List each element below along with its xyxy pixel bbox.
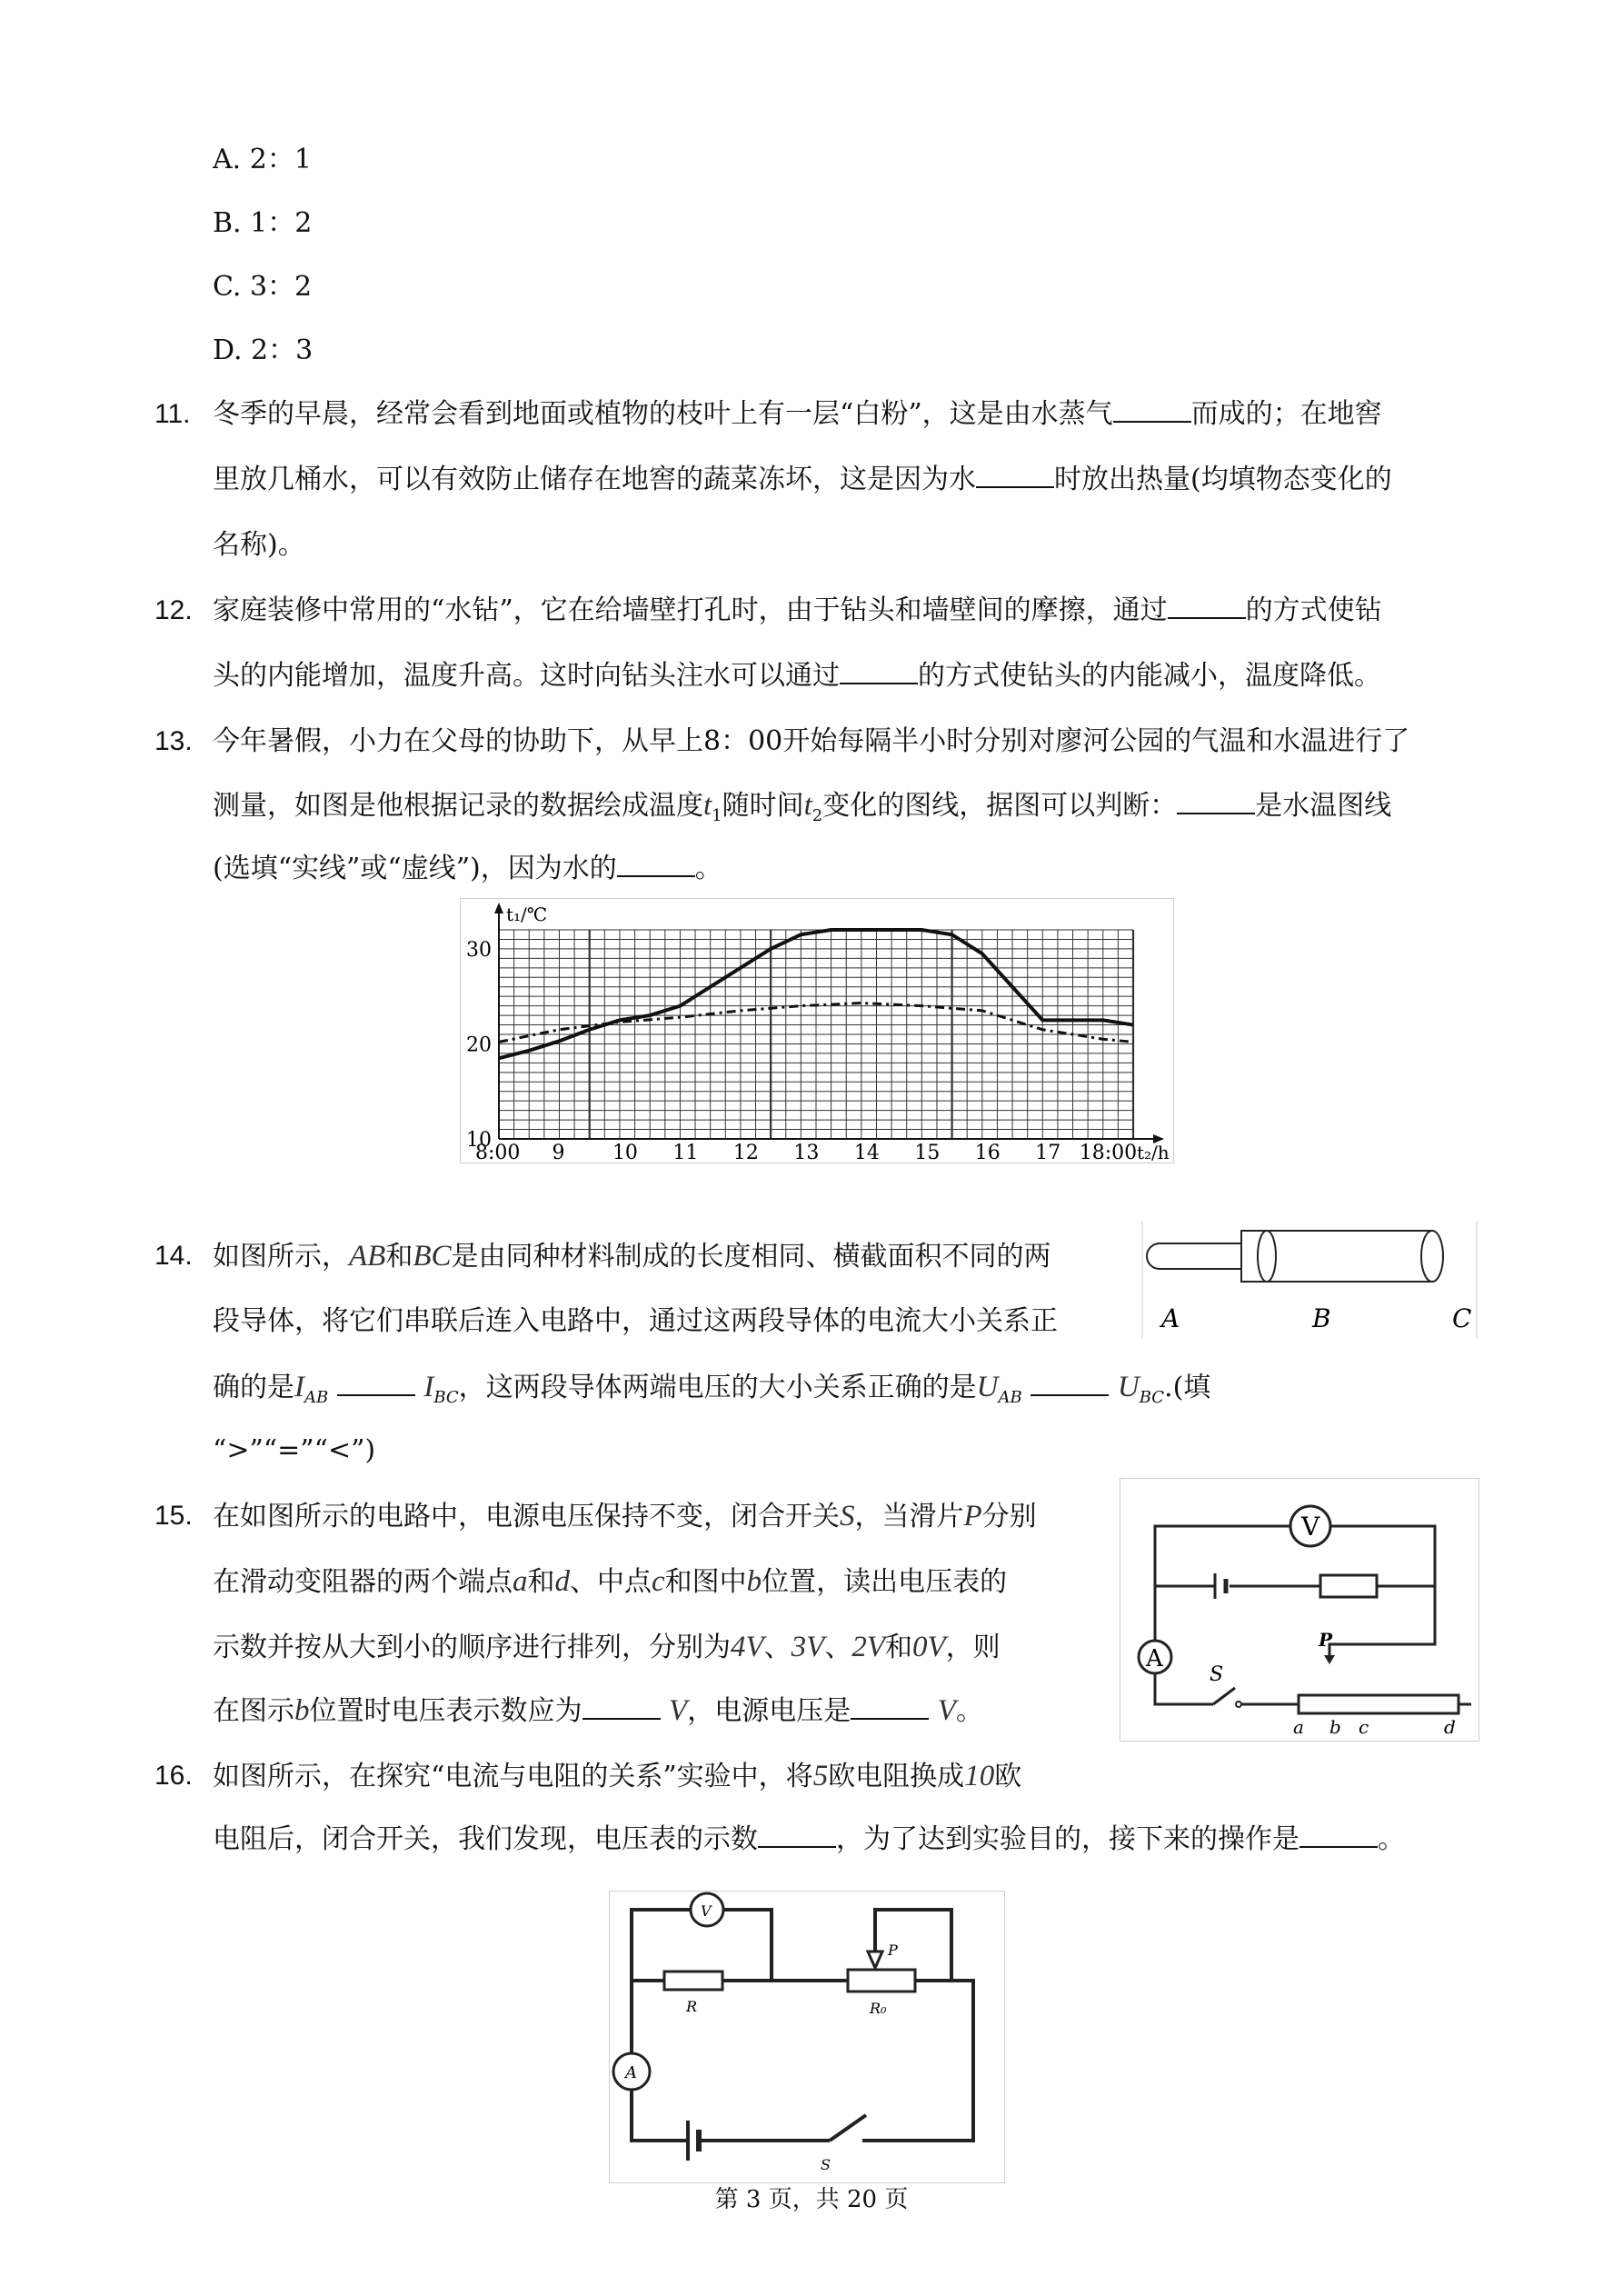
q13-blank-2[interactable]	[617, 852, 695, 877]
q16-text-2c: 。	[1378, 1823, 1405, 1855]
wire-16-volt-right	[724, 1910, 772, 1981]
q11-blank-1[interactable]	[1113, 397, 1191, 423]
q14-var-uab-sub: AB	[998, 1388, 1022, 1407]
q12-text-2a: 头的内能增加，温度升高。这时向钻头注水可以通过	[213, 660, 840, 692]
question-12-line-1	[213, 593, 1382, 629]
q13-var-t2: t	[803, 789, 812, 822]
question-15-line-1	[213, 1498, 1037, 1535]
x-tick-label: 14	[853, 1142, 880, 1163]
q13-text-2c: 变化的图线，据图可以判断：	[822, 790, 1178, 822]
question-14-line-2: 段导体，将它们串联后连入电路中，通过这两段导体的电流大小关系正	[213, 1305, 1058, 1337]
q15-text-2e: 位置，读出电压表的	[762, 1566, 1008, 1598]
q13-text-3a: (选填“实线”或“虚线”)，因为水的	[213, 853, 617, 884]
q14-text-1a: 如图所示，	[213, 1241, 349, 1273]
voltmeter-15-label: V	[1301, 1512, 1320, 1542]
q16-text-1c: 欧	[994, 1761, 1022, 1792]
q14-blank-1[interactable]	[337, 1371, 415, 1396]
q15-text-2b: 和	[527, 1566, 555, 1598]
question-15-line-2	[213, 1563, 1007, 1601]
conductor-figure	[1141, 1222, 1478, 1338]
q15-sep-1: 、	[763, 1632, 792, 1663]
q14-var-ibc-sub: BC	[433, 1388, 459, 1407]
y-tick-label: 30	[466, 938, 492, 962]
q15-blank-1[interactable]	[582, 1694, 661, 1720]
x-tick-label: 16	[974, 1142, 1001, 1163]
x-tick-label: 10	[612, 1142, 638, 1163]
q13-var-t2-sub: 2	[812, 806, 823, 825]
q16-value-10: 10	[964, 1760, 995, 1792]
q14-text-3a: 确的是	[213, 1372, 294, 1403]
circuit-16-frame	[609, 1891, 1005, 2183]
slider-15-label: P	[1319, 1629, 1333, 1651]
q15-text-2a: 在滑动变阻器的两个端点	[213, 1566, 513, 1598]
x-tick-label: 13	[793, 1142, 820, 1163]
rheostat-15-label-c: c	[1359, 1716, 1369, 1738]
resistor-16-r	[664, 1972, 722, 1990]
option-d: D. 2：3	[213, 334, 314, 366]
q13-var-t1-sub: 1	[712, 806, 722, 825]
q15-unit-v1: V	[669, 1694, 688, 1727]
question-13-line-2	[213, 787, 1391, 834]
slider-16-label: P	[888, 1942, 898, 1959]
resistor-16-label: R	[686, 1998, 698, 2015]
conductor-label-c: C	[1452, 1303, 1472, 1333]
q14-var-bc: BC	[413, 1240, 452, 1273]
x-tick-label: 12	[732, 1142, 759, 1163]
q15-value-0v: 0V	[912, 1631, 946, 1663]
question-14-line-3	[213, 1369, 1210, 1416]
q13-text-2d: 是水温图线	[1255, 790, 1392, 822]
q11-text-1b: 而成的；在地窖	[1190, 398, 1382, 430]
option-a: A. 2：1	[213, 144, 312, 175]
q15-text-2d: 和图中	[664, 1566, 747, 1598]
q14-text-1b: 和	[385, 1241, 413, 1273]
q15-text-4c: ，电源电压是	[687, 1695, 851, 1727]
ammeter-16-label: A	[625, 2063, 637, 2082]
q13-var-t1: t	[703, 789, 712, 822]
y-axis-arrow	[494, 903, 503, 913]
q15-var-b2: b	[294, 1694, 310, 1727]
resistor-15	[1320, 1575, 1377, 1597]
q12-blank-1[interactable]	[1168, 594, 1246, 619]
rheostat-16-label: R₀	[870, 2000, 887, 2017]
slider-15-arrow	[1324, 1655, 1335, 1664]
question-11-line-3: 名称)。	[213, 529, 305, 561]
wire-16-bottom-left	[632, 2090, 688, 2141]
q15-var-p: P	[963, 1500, 982, 1532]
circuit-16-diagram	[610, 1892, 1004, 2182]
q15-sep-2: 、	[824, 1632, 852, 1663]
x-tick-label: 17	[1035, 1142, 1061, 1163]
question-12-number: 12.	[154, 595, 193, 625]
q16-value-5: 5	[812, 1760, 829, 1792]
circuit-15-frame	[1120, 1478, 1479, 1742]
q14-var-iab: I	[294, 1371, 304, 1403]
question-11-line-1	[213, 396, 1382, 433]
conductor-label-a: A	[1161, 1303, 1180, 1333]
q15-text-3c: ，则	[945, 1632, 1001, 1663]
q15-var-a: a	[513, 1565, 528, 1598]
question-14-line-1	[213, 1238, 1051, 1275]
switch-15-blade	[1213, 1688, 1235, 1704]
q14-var-ubc: U	[1117, 1371, 1140, 1403]
q16-blank-2[interactable]	[1299, 1822, 1378, 1848]
q15-blank-2[interactable]	[851, 1694, 929, 1720]
q15-text-2c: 、中点	[570, 1566, 652, 1598]
question-15-line-3	[213, 1629, 1001, 1666]
q16-text-1b: 欧电阻换成	[828, 1761, 965, 1792]
q14-var-ibc: I	[423, 1371, 434, 1403]
conductor-diagram	[1141, 1222, 1478, 1338]
rheostat-15-label-d: d	[1444, 1716, 1456, 1738]
y-tick-label: 10	[466, 1129, 492, 1152]
q13-text-2b: 随时间	[722, 790, 804, 822]
question-13-number: 13.	[154, 726, 193, 756]
question-13-line-3	[213, 851, 722, 887]
y-axis-label: t₁/℃	[506, 903, 548, 925]
q16-text-2a: 电阻后，闭合开关，我们发现，电压表的示数	[213, 1823, 758, 1855]
q13-blank-1[interactable]	[1177, 789, 1255, 814]
temperature-chart	[461, 899, 1173, 1163]
question-15-line-4	[213, 1692, 983, 1730]
q14-var-iab-sub: AB	[304, 1388, 329, 1407]
x-tick-label: 11	[672, 1142, 699, 1163]
conductor-ab-thin	[1147, 1243, 1252, 1269]
question-16-number: 16.	[154, 1761, 193, 1791]
q15-text-4a: 在图示	[213, 1695, 294, 1727]
x-tick-label: 9	[552, 1142, 565, 1163]
q15-text-1a: 在如图所示的电路中，电源电压保持不变，闭合开关	[213, 1501, 840, 1532]
q15-text-1c: 分别	[981, 1501, 1037, 1532]
x-tick-label: 15	[914, 1142, 941, 1163]
q12-blank-2[interactable]	[840, 659, 918, 684]
wire-15-left-top	[1155, 1526, 1289, 1642]
q15-value-3v: 3V	[791, 1631, 825, 1663]
option-b: B. 1：2	[213, 207, 313, 239]
switch-16-blade	[830, 2115, 866, 2141]
question-11-number: 11.	[154, 399, 191, 429]
y-tick-label: 20	[466, 1033, 492, 1057]
question-14-line-4: “>”“=”“<”)	[213, 1434, 376, 1466]
q15-unit-v2: V	[937, 1694, 956, 1727]
rheostat-15-label-b: b	[1329, 1716, 1341, 1738]
ammeter-15-label: A	[1146, 1645, 1163, 1672]
q14-text-3c: .(填	[1164, 1372, 1211, 1403]
q15-var-s: S	[840, 1500, 855, 1532]
q15-var-c: c	[652, 1565, 665, 1598]
q12-text-1a: 家庭装修中常用的“水钻”，它在给墙壁打孔时，由于钻头和墙壁间的摩擦，通过	[213, 594, 1168, 626]
temperature-chart-frame	[460, 898, 1174, 1163]
q16-blank-1[interactable]	[758, 1822, 836, 1848]
slider-16-arrow	[868, 1952, 882, 1968]
question-13-line-1: 今年暑假，小力在父母的协助下，从早上8：00开始每隔半小时分别对廖河公园的气温和水温进行了	[213, 725, 1410, 757]
switch-15-contact	[1236, 1702, 1241, 1707]
q15-value-2v: 2V	[851, 1631, 886, 1663]
wire-15-bottom-left	[1155, 1672, 1213, 1704]
x-axis-label: t₂/h	[1137, 1142, 1170, 1163]
q13-text-2a: 测量，如图是他根据记录的数据绘成温度	[213, 790, 703, 822]
q12-text-2b: 的方式使钻头的内能减小，温度降低。	[918, 660, 1381, 692]
question-16-line-2	[213, 1822, 1405, 1858]
q14-text-1c: 是由同种材料制成的长度相同、横截面积不同的两	[451, 1241, 1051, 1273]
q15-var-d: d	[554, 1565, 570, 1598]
question-15-number: 15.	[154, 1501, 193, 1531]
x-tick-label: 18:00	[1079, 1142, 1138, 1163]
conductor-end-cap	[1421, 1231, 1443, 1282]
q15-text-1b: ，当滑片	[854, 1501, 964, 1532]
q15-text-4b: 位置时电压表示数应为	[309, 1695, 582, 1727]
circuit-15-diagram	[1120, 1479, 1479, 1741]
rheostat-15-label-a: a	[1293, 1716, 1304, 1738]
q15-var-b: b	[746, 1565, 762, 1598]
q11-text-2a: 里放几桶水，可以有效防止储存在地窖的蔬菜冻坏，这是因为水	[213, 464, 976, 495]
q14-text-3b: ，这两段导体两端电压的大小关系正确的是	[458, 1372, 977, 1403]
q16-text-1a: 如图所示，在探究“电流与电阻的关系”实验中，将	[213, 1761, 813, 1792]
q14-var-ab: AB	[349, 1240, 386, 1273]
q13-text-3b: 。	[694, 853, 722, 884]
q15-value-4v: 4V	[731, 1631, 764, 1663]
q11-text-1a: 冬季的早晨，经常会看到地面或植物的枝叶上有一层“白粉”，这是由水蒸气	[213, 398, 1113, 430]
q11-text-2b: 时放出热量(均填物态变化的	[1054, 464, 1392, 495]
q15-text-3a: 示数并按从大到小的顺序进行排列，分别为	[213, 1632, 731, 1663]
voltmeter-16-label: V	[701, 1902, 712, 1920]
rheostat-15	[1299, 1695, 1459, 1713]
conductor-label-b: B	[1312, 1303, 1331, 1333]
q14-blank-2[interactable]	[1031, 1371, 1109, 1396]
question-16-line-1	[213, 1758, 1021, 1795]
option-c: C. 3：2	[213, 271, 313, 303]
q15-text-3b: 和	[885, 1632, 913, 1663]
question-11-line-2	[213, 462, 1392, 498]
rheostat-16	[848, 1970, 915, 1992]
x-tick-label: 8:00	[475, 1142, 521, 1163]
question-14-number: 14.	[154, 1241, 193, 1271]
q16-text-2b: ，为了达到实验目的，接下来的操作是	[836, 1823, 1299, 1855]
q12-text-1b: 的方式使钻	[1245, 594, 1382, 626]
conductor-bc-thick	[1241, 1231, 1432, 1282]
q14-var-ubc-sub: BC	[1139, 1388, 1165, 1407]
switch-15-label: S	[1210, 1663, 1224, 1686]
q14-var-uab: U	[976, 1371, 999, 1403]
page-footer: 第 3 页，共 20 页	[714, 2186, 909, 2213]
q15-text-4d: 。	[955, 1695, 983, 1727]
switch-16-label: S	[821, 2156, 831, 2173]
question-12-line-2	[213, 658, 1381, 694]
q11-blank-2[interactable]	[976, 463, 1054, 488]
